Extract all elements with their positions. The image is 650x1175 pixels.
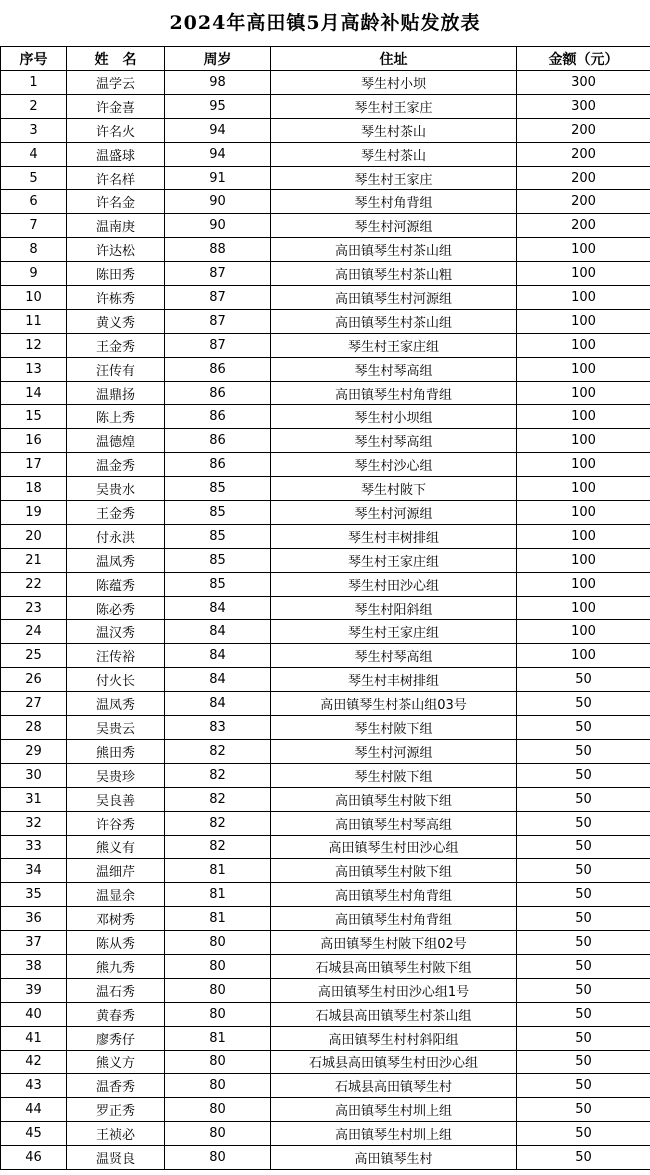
cell-address: 高田镇琴生村角背组 <box>271 381 517 405</box>
cell-amount: 100 <box>517 238 650 262</box>
cell-age: 80 <box>165 1074 271 1098</box>
cell-address: 高田镇琴生村茶山组03号 <box>271 692 517 716</box>
cell-name: 陈必秀 <box>67 596 165 620</box>
cell-age: 84 <box>165 620 271 644</box>
cell-name: 许谷秀 <box>67 811 165 835</box>
cell-name: 温鼎扬 <box>67 381 165 405</box>
cell-seq: 20 <box>1 524 67 548</box>
table-row <box>1 596 650 620</box>
cell-seq: 31 <box>1 787 67 811</box>
cell-seq: 28 <box>1 716 67 740</box>
table-row <box>1 954 650 978</box>
cell-address: 琴生村王家庄 <box>271 94 517 118</box>
cell-amount: 100 <box>517 309 650 333</box>
header-age: 周岁 <box>165 47 271 71</box>
cell-address: 高田镇琴生村陂下组02号 <box>271 931 517 955</box>
cell-name: 温南庚 <box>67 214 165 238</box>
cell-name: 王金秀 <box>67 501 165 525</box>
cell-address: 高田镇琴生村村斜阳组 <box>271 1026 517 1050</box>
cell-amount: 300 <box>517 94 650 118</box>
cell-amount: 50 <box>517 859 650 883</box>
cell-seq: 15 <box>1 405 67 429</box>
cell-name: 罗正秀 <box>67 1098 165 1122</box>
cell-age: 84 <box>165 644 271 668</box>
cell-amount: 50 <box>517 692 650 716</box>
cell-address: 高田镇琴生村茶山组 <box>271 238 517 262</box>
table-row <box>1 214 650 238</box>
table-row <box>1 524 650 548</box>
cell-address: 琴生村陂下组 <box>271 763 517 787</box>
cell-age: 90 <box>165 190 271 214</box>
cell-amount: 50 <box>517 1074 650 1098</box>
cell-age: 86 <box>165 453 271 477</box>
table-row <box>1 692 650 716</box>
cell-amount: 50 <box>517 1050 650 1074</box>
cell-address: 琴生村角背组 <box>271 190 517 214</box>
cell-address: 高田镇琴生村琴高组 <box>271 811 517 835</box>
cell-seq: 14 <box>1 381 67 405</box>
cell-address: 高田镇琴生村田沙心组 <box>271 835 517 859</box>
cell-address: 高田镇琴生村圳上组 <box>271 1122 517 1146</box>
cell-name: 熊义方 <box>67 1050 165 1074</box>
table-row <box>1 716 650 740</box>
cell-age: 87 <box>165 286 271 310</box>
cell-age: 84 <box>165 596 271 620</box>
cell-seq: 7 <box>1 214 67 238</box>
cell-name: 许名样 <box>67 166 165 190</box>
cell-amount: 100 <box>517 524 650 548</box>
cell-amount: 100 <box>517 357 650 381</box>
cell-seq: 26 <box>1 668 67 692</box>
cell-name: 熊田秀 <box>67 739 165 763</box>
cell-seq: 8 <box>1 238 67 262</box>
cell-amount: 50 <box>517 835 650 859</box>
cell-amount: 50 <box>517 763 650 787</box>
table-row <box>1 978 650 1002</box>
cell-address: 琴生村陂下组 <box>271 716 517 740</box>
cell-name: 温德煌 <box>67 429 165 453</box>
cell-address: 琴生村田沙心组 <box>271 572 517 596</box>
cell-amount: 50 <box>517 883 650 907</box>
cell-amount: 200 <box>517 142 650 166</box>
cell-seq: 10 <box>1 286 67 310</box>
cell-seq: 22 <box>1 572 67 596</box>
table-row <box>1 835 650 859</box>
cell-name: 温凤秀 <box>67 692 165 716</box>
cell-amount: 200 <box>517 190 650 214</box>
table-row <box>1 1146 650 1170</box>
cell-amount: 200 <box>517 118 650 142</box>
cell-age: 80 <box>165 1002 271 1026</box>
table-row <box>1 1122 650 1146</box>
table-row <box>1 381 650 405</box>
table-row <box>1 71 650 95</box>
table-row <box>1 1098 650 1122</box>
cell-seq: 12 <box>1 333 67 357</box>
cell-age: 86 <box>165 357 271 381</box>
header-name: 姓 名 <box>67 47 165 71</box>
table-row <box>1 262 650 286</box>
cell-amount: 100 <box>517 477 650 501</box>
cell-amount: 50 <box>517 811 650 835</box>
cell-name: 许名金 <box>67 190 165 214</box>
cell-amount: 50 <box>517 716 650 740</box>
cell-seq: 44 <box>1 1098 67 1122</box>
cell-name: 陈田秀 <box>67 262 165 286</box>
cell-age: 87 <box>165 333 271 357</box>
cell-address: 高田镇琴生村陂下组 <box>271 787 517 811</box>
cell-age: 81 <box>165 859 271 883</box>
header-seq: 序号 <box>1 47 67 71</box>
cell-address: 琴生村茶山 <box>271 118 517 142</box>
cell-seq: 42 <box>1 1050 67 1074</box>
cell-seq: 25 <box>1 644 67 668</box>
cell-amount: 50 <box>517 931 650 955</box>
cell-name: 温学云 <box>67 71 165 95</box>
cell-amount: 100 <box>517 262 650 286</box>
cell-age: 80 <box>165 931 271 955</box>
table-row <box>1 501 650 525</box>
cell-name: 汪传有 <box>67 357 165 381</box>
cell-address: 高田镇琴生村田沙心组1号 <box>271 978 517 1002</box>
cell-amount: 100 <box>517 548 650 572</box>
cell-name: 吴贵珍 <box>67 763 165 787</box>
table-row <box>1 644 650 668</box>
cell-seq: 36 <box>1 907 67 931</box>
cell-amount: 300 <box>517 71 650 95</box>
table-row <box>1 94 650 118</box>
cell-age: 81 <box>165 1026 271 1050</box>
cell-address: 琴生村河源组 <box>271 214 517 238</box>
table-row <box>1 572 650 596</box>
cell-name: 温石秀 <box>67 978 165 1002</box>
cell-age: 85 <box>165 477 271 501</box>
table-header-row <box>1 47 650 71</box>
cell-seq: 5 <box>1 166 67 190</box>
table-row <box>1 787 650 811</box>
cell-seq: 6 <box>1 190 67 214</box>
cell-name: 许名火 <box>67 118 165 142</box>
cell-seq: 41 <box>1 1026 67 1050</box>
cell-amount: 50 <box>517 739 650 763</box>
cell-seq: 2 <box>1 94 67 118</box>
cell-age: 84 <box>165 668 271 692</box>
cell-name: 黄春秀 <box>67 1002 165 1026</box>
cell-amount: 50 <box>517 1122 650 1146</box>
cell-amount: 50 <box>517 668 650 692</box>
cell-age: 94 <box>165 142 271 166</box>
table-row <box>1 1002 650 1026</box>
cell-amount: 100 <box>517 286 650 310</box>
cell-seq: 19 <box>1 501 67 525</box>
cell-age: 84 <box>165 692 271 716</box>
cell-name: 温显余 <box>67 883 165 907</box>
cell-age: 80 <box>165 1050 271 1074</box>
cell-age: 87 <box>165 309 271 333</box>
cell-address: 高田镇琴生村陂下组 <box>271 859 517 883</box>
cell-seq: 40 <box>1 1002 67 1026</box>
cell-seq: 37 <box>1 931 67 955</box>
cell-seq: 16 <box>1 429 67 453</box>
cell-seq: 38 <box>1 954 67 978</box>
cell-age: 91 <box>165 166 271 190</box>
cell-name: 邓树秀 <box>67 907 165 931</box>
cell-address: 石城县高田镇琴生村田沙心组 <box>271 1050 517 1074</box>
cell-age: 82 <box>165 787 271 811</box>
cell-age: 86 <box>165 429 271 453</box>
table-row <box>1 190 650 214</box>
cell-age: 82 <box>165 835 271 859</box>
cell-address: 高田镇琴生村圳上组 <box>271 1098 517 1122</box>
cell-seq: 29 <box>1 739 67 763</box>
table-row <box>1 1050 650 1074</box>
cell-name: 温金秀 <box>67 453 165 477</box>
cell-seq: 43 <box>1 1074 67 1098</box>
cell-age: 86 <box>165 405 271 429</box>
cell-address: 琴生村丰树排组 <box>271 668 517 692</box>
cell-address: 琴生村琴高组 <box>271 429 517 453</box>
cell-address: 琴生村王家庄 <box>271 166 517 190</box>
cell-name: 陈从秀 <box>67 931 165 955</box>
cell-age: 81 <box>165 907 271 931</box>
table-row <box>1 620 650 644</box>
cell-age: 81 <box>165 883 271 907</box>
cell-amount: 50 <box>517 1146 650 1170</box>
cell-name: 黄义秀 <box>67 309 165 333</box>
cell-amount: 50 <box>517 1098 650 1122</box>
cell-seq: 18 <box>1 477 67 501</box>
cell-seq: 21 <box>1 548 67 572</box>
cell-seq: 35 <box>1 883 67 907</box>
cell-amount: 100 <box>517 644 650 668</box>
cell-address: 石城县高田镇琴生村 <box>271 1074 517 1098</box>
cell-name: 温汉秀 <box>67 620 165 644</box>
cell-age: 80 <box>165 1122 271 1146</box>
cell-name: 许达松 <box>67 238 165 262</box>
cell-amount: 100 <box>517 596 650 620</box>
cell-seq: 4 <box>1 142 67 166</box>
cell-seq: 30 <box>1 763 67 787</box>
table-row <box>1 118 650 142</box>
subsidy-table <box>0 46 650 1170</box>
table-row <box>1 763 650 787</box>
cell-amount: 100 <box>517 381 650 405</box>
cell-amount: 100 <box>517 453 650 477</box>
cell-address: 琴生村小坝 <box>271 71 517 95</box>
cell-seq: 39 <box>1 978 67 1002</box>
cell-name: 温凤秀 <box>67 548 165 572</box>
cell-address: 高田镇琴生村茶山粗 <box>271 262 517 286</box>
table-row <box>1 477 650 501</box>
cell-seq: 3 <box>1 118 67 142</box>
cell-age: 88 <box>165 238 271 262</box>
cell-seq: 11 <box>1 309 67 333</box>
table-row <box>1 405 650 429</box>
cell-amount: 100 <box>517 405 650 429</box>
cell-name: 汪传裕 <box>67 644 165 668</box>
cell-seq: 32 <box>1 811 67 835</box>
table-row <box>1 739 650 763</box>
cell-age: 80 <box>165 978 271 1002</box>
table-row <box>1 453 650 477</box>
table-row <box>1 931 650 955</box>
cell-name: 陈上秀 <box>67 405 165 429</box>
cell-name: 熊义有 <box>67 835 165 859</box>
table-row <box>1 1026 650 1050</box>
page-title: 2024年高田镇5月高龄补贴发放表 <box>169 12 481 34</box>
table-row <box>1 548 650 572</box>
cell-address: 琴生村阳斜组 <box>271 596 517 620</box>
table-row <box>1 1074 650 1098</box>
cell-amount: 50 <box>517 787 650 811</box>
cell-amount: 100 <box>517 501 650 525</box>
cell-address: 琴生村王家庄组 <box>271 620 517 644</box>
cell-address: 琴生村王家庄组 <box>271 548 517 572</box>
cell-amount: 50 <box>517 907 650 931</box>
cell-address: 琴生村丰树排组 <box>271 524 517 548</box>
cell-age: 80 <box>165 954 271 978</box>
cell-amount: 50 <box>517 954 650 978</box>
cell-age: 82 <box>165 739 271 763</box>
cell-seq: 34 <box>1 859 67 883</box>
cell-age: 83 <box>165 716 271 740</box>
cell-address: 琴生村沙心组 <box>271 453 517 477</box>
cell-age: 98 <box>165 71 271 95</box>
cell-age: 90 <box>165 214 271 238</box>
cell-name: 吴贵水 <box>67 477 165 501</box>
cell-age: 82 <box>165 763 271 787</box>
cell-age: 94 <box>165 118 271 142</box>
cell-amount: 200 <box>517 166 650 190</box>
cell-seq: 9 <box>1 262 67 286</box>
table-row <box>1 357 650 381</box>
table-body <box>1 71 650 1170</box>
cell-age: 85 <box>165 524 271 548</box>
cell-address: 琴生村陂下 <box>271 477 517 501</box>
cell-age: 82 <box>165 811 271 835</box>
cell-address: 琴生村茶山 <box>271 142 517 166</box>
cell-name: 温盛球 <box>67 142 165 166</box>
cell-amount: 100 <box>517 333 650 357</box>
cell-name: 廖秀仔 <box>67 1026 165 1050</box>
cell-seq: 23 <box>1 596 67 620</box>
table-row <box>1 309 650 333</box>
table-row <box>1 286 650 310</box>
cell-name: 王金秀 <box>67 333 165 357</box>
cell-age: 95 <box>165 94 271 118</box>
cell-age: 85 <box>165 548 271 572</box>
cell-address: 石城县高田镇琴生村陂下组 <box>271 954 517 978</box>
cell-name: 陈蕴秀 <box>67 572 165 596</box>
cell-address: 高田镇琴生村 <box>271 1146 517 1170</box>
cell-name: 熊九秀 <box>67 954 165 978</box>
table-row <box>1 142 650 166</box>
cell-name: 吴贵云 <box>67 716 165 740</box>
table-row <box>1 859 650 883</box>
cell-age: 80 <box>165 1146 271 1170</box>
cell-amount: 50 <box>517 978 650 1002</box>
table-row <box>1 238 650 262</box>
cell-age: 87 <box>165 262 271 286</box>
table-row <box>1 429 650 453</box>
table-row <box>1 907 650 931</box>
cell-amount: 100 <box>517 572 650 596</box>
cell-address: 高田镇琴生村河源组 <box>271 286 517 310</box>
cell-address: 琴生村琴高组 <box>271 357 517 381</box>
table-row <box>1 668 650 692</box>
cell-name: 温贤良 <box>67 1146 165 1170</box>
cell-address: 高田镇琴生村角背组 <box>271 883 517 907</box>
cell-seq: 1 <box>1 71 67 95</box>
table-row <box>1 883 650 907</box>
cell-age: 86 <box>165 381 271 405</box>
cell-name: 付永洪 <box>67 524 165 548</box>
cell-address: 高田镇琴生村茶山组 <box>271 309 517 333</box>
cell-address: 琴生村王家庄组 <box>271 333 517 357</box>
cell-amount: 50 <box>517 1002 650 1026</box>
cell-amount: 100 <box>517 429 650 453</box>
cell-seq: 46 <box>1 1146 67 1170</box>
cell-seq: 24 <box>1 620 67 644</box>
cell-amount: 50 <box>517 1026 650 1050</box>
cell-seq: 13 <box>1 357 67 381</box>
cell-name: 吴良善 <box>67 787 165 811</box>
header-address: 住址 <box>271 47 517 71</box>
cell-age: 80 <box>165 1098 271 1122</box>
table-row <box>1 166 650 190</box>
cell-amount: 200 <box>517 214 650 238</box>
table-row <box>1 811 650 835</box>
cell-age: 85 <box>165 572 271 596</box>
cell-seq: 17 <box>1 453 67 477</box>
cell-address: 琴生村河源组 <box>271 739 517 763</box>
cell-address: 石城县高田镇琴生村茶山组 <box>271 1002 517 1026</box>
cell-name: 王祯必 <box>67 1122 165 1146</box>
cell-address: 琴生村河源组 <box>271 501 517 525</box>
cell-name: 许栋秀 <box>67 286 165 310</box>
cell-seq: 45 <box>1 1122 67 1146</box>
cell-age: 85 <box>165 501 271 525</box>
cell-seq: 27 <box>1 692 67 716</box>
cell-address: 高田镇琴生村角背组 <box>271 907 517 931</box>
cell-name: 许金喜 <box>67 94 165 118</box>
cell-name: 温细芹 <box>67 859 165 883</box>
cell-name: 温香秀 <box>67 1074 165 1098</box>
cell-amount: 100 <box>517 620 650 644</box>
cell-address: 琴生村琴高组 <box>271 644 517 668</box>
header-amount: 金额（元） <box>517 47 650 71</box>
table-row <box>1 333 650 357</box>
cell-address: 琴生村小坝组 <box>271 405 517 429</box>
cell-name: 付火长 <box>67 668 165 692</box>
cell-seq: 33 <box>1 835 67 859</box>
